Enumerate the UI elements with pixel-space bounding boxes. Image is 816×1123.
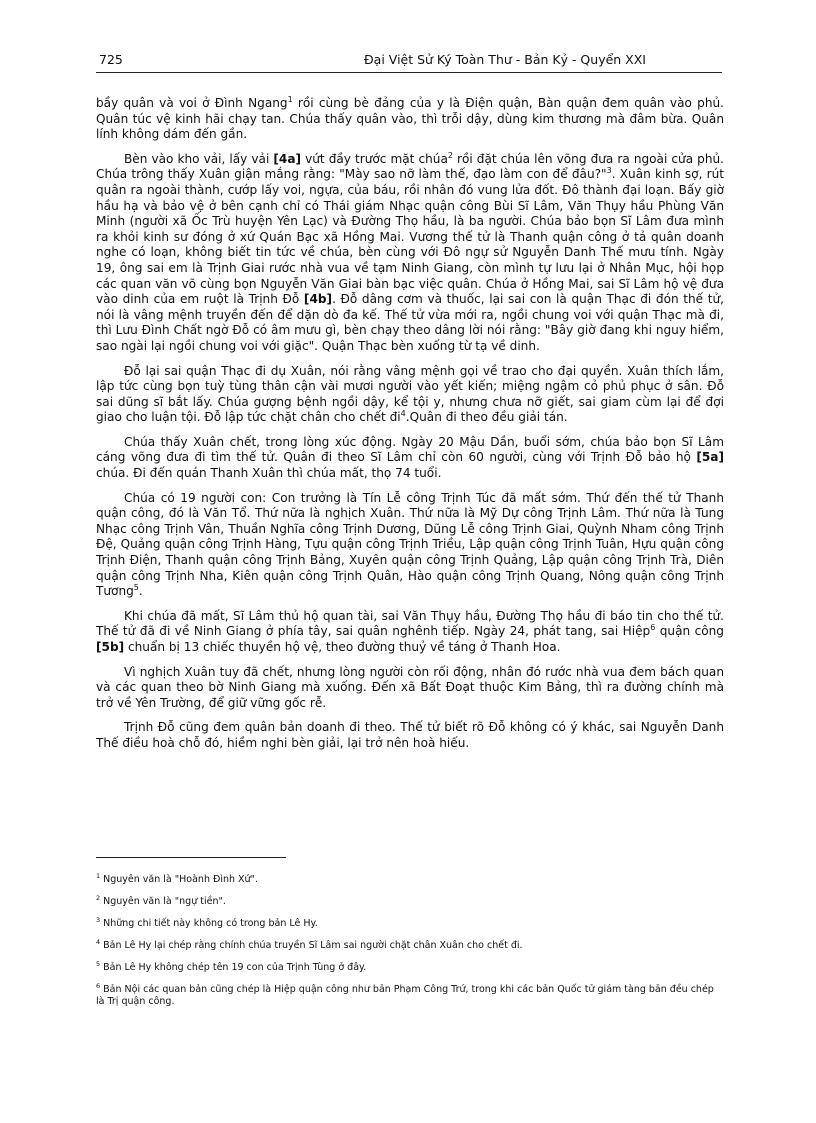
footnote-number: 3 bbox=[96, 915, 101, 924]
footnote-ref: 6 bbox=[650, 623, 656, 633]
footnotes bbox=[96, 871, 724, 1018]
header-rule bbox=[96, 72, 722, 73]
paragraph bbox=[96, 96, 724, 143]
text-run: . Xuân kinh sợ, rút quân ra ngoài thành, cướp lấy voi, ngựa, của báu, rồi nhân đó vung lửa đốt. Đô thành đại loạn. Bấy giờ hầu hạ và bảo vệ ở bên cạnh chỉ có Thái giám Nhạc quận công Bùi Sĩ Lâm, Văn Thụy hầu Phùng Văn Minh (người xã Ốc Trù huyện Yên Lạc) và Đường Thọ hầu, là ba người. Chúa bảo bọn Sĩ Lâm đưa mình ra khỏi kinh sư đóng ở xứ Quán Bạc xã Hồng Mai. Vương thế tử là Thanh quận công ở tả quân doanh nghe có loạn, không biết tin tức về chúa, bèn cùng với Đô ngự sử Nguyễn Danh Thế mưu tính. Ngày 19, ông sai em là Trịnh Giai rước nhà vua về tạm Ninh Giang, còn mình tự lưu lại ở Nhân Mục, hội họp các quan văn võ cùng bọn Nguyễn Văn Giai bàn bạc việc quân. Chúa ở Hồng Mai, sai Sĩ Lâm hộ vệ đưa vào dinh của em ruột là Trịnh Đỗ bbox=[96, 167, 724, 307]
page-marker: [4b] bbox=[303, 292, 333, 307]
main-text bbox=[96, 96, 724, 761]
running-title: Đại Việt Sử Ký Toàn Thư - Bản Kỷ - Quyển XXI bbox=[364, 52, 646, 67]
text-run: chuẩn bị 13 chiếc thuyền hộ vệ, theo đường thuỷ về táng ở Thanh Hoa. bbox=[124, 640, 561, 654]
footnote-number: 5 bbox=[96, 959, 101, 968]
footnote-number: 6 bbox=[96, 981, 101, 990]
footnote-separator bbox=[96, 857, 286, 858]
paragraph bbox=[96, 152, 724, 355]
text-run: Chúa có 19 người con: Con trưởng là Tín Lễ công Trịnh Túc đã mất sớm. Thứ đến thế tử Thanh quận công, đó là Văn Tổ. Thứ nữa là nghịch Xuân. Thứ nữa là Mỹ Dự công Trịnh Lâm. Thứ nữa là Tung Nhạc công Trịnh Vân, Thuần Nghĩa công Trịnh Dương, Dũng Lễ công Trịnh Giai, Quỳnh Nham công Trịnh Đệ, Quảng quận công Trịnh Hàng, Tựu quận công Trịnh Triều, Lập quận công Trịnh Tuân, Hựu quận công Trịnh Điện, Thanh quận công Trịnh Bảng, Xuyên quận công Trịnh Quảng, Lập quận công Trịnh Trà, Diên quận công Trịnh Nha, Kiên quận công Trịnh Quân, Hào quận công Trịnh Quang, Nông quận công Trịnh Tương bbox=[96, 490, 724, 599]
paragraph bbox=[96, 364, 724, 426]
text-run: rồi đặt chúa lên võng đưa ra ngoài cửa phủ. Chúa trông thấy Xuân giận mắng rằng: "Mày sao nỡ làm thế, đạo làm con để đâu?" bbox=[96, 151, 725, 182]
footnote-ref: 4 bbox=[400, 409, 406, 419]
text-run: .Quân đi theo đều giải tán. bbox=[405, 410, 568, 425]
footnote-text: Nguyên văn là "ngự tiền". bbox=[103, 896, 226, 907]
footnote-ref: 3 bbox=[606, 166, 612, 176]
paragraph bbox=[96, 720, 724, 751]
footnote-text: Những chi tiết này không có trong bản Lê Hy. bbox=[103, 918, 318, 929]
text-run: Đỗ lại sai quận Thạc đi dụ Xuân, nói rằng vâng mệnh gọi về trao cho đại quyền. Xuân thích lắm, lập tức cùng bọn tuỳ tùng thân cận vài mươi người vào yết kiến; miệng ngậm cỏ phủ phục ở sân. Đỗ sai dũng sĩ bắt lấy. Chúa gượng bệnh ngồi dậy, kể tội y, nhưng chưa nỡ giết, sai giam cùm lại để đợi giao cho luận tội. Đỗ lập tức chặt chân cho chết đi bbox=[96, 363, 724, 425]
footnote-text: Bản Lê Hy không chép tên 19 con của Trịnh Tùng ở đây. bbox=[103, 962, 367, 973]
text-run: Khi chúa đã mất, Sĩ Lâm thủ hộ quan tài, sai Văn Thụy hầu, Đường Thọ hầu đi báo tin cho thế tử. Thế tử đã đi về Ninh Giang ở phía tây, sai quân nghênh tiếp. Ngày 24, phát tang, sai Hiệp bbox=[96, 608, 724, 639]
text-run: bầy quân và voi ở Đình Ngang bbox=[96, 96, 288, 110]
footnote-ref: 1 bbox=[287, 94, 293, 104]
footnote bbox=[96, 981, 724, 1008]
page-marker: [5a] bbox=[696, 450, 724, 465]
footnote-ref: 2 bbox=[447, 150, 453, 160]
footnote-number: 1 bbox=[96, 871, 101, 880]
paragraph bbox=[96, 665, 724, 712]
page-number: 725 bbox=[99, 52, 123, 67]
text-run: vứt đầy trước mặt chúa bbox=[301, 151, 448, 166]
text-run: quận công bbox=[655, 624, 724, 639]
footnote-ref: 5 bbox=[133, 583, 139, 593]
text-run: . bbox=[138, 584, 143, 599]
paragraph bbox=[96, 609, 724, 656]
footnote-text: Bản Lê Hy lại chép rằng chính chúa truyền Sĩ Lâm sai người chặt chân Xuân cho chết đi. bbox=[103, 940, 523, 951]
page-header bbox=[96, 50, 722, 70]
text-run: Bèn vào kho vải, lấy vải bbox=[124, 151, 274, 166]
footnote bbox=[96, 871, 724, 886]
text-run: chúa. Đi đến quán Thanh Xuân thì chúa mất, thọ 74 tuổi. bbox=[96, 466, 442, 481]
footnote bbox=[96, 937, 724, 952]
footnote bbox=[96, 893, 724, 908]
footnote-text: Nguyên văn là "Hoành Đình Xứ". bbox=[103, 874, 258, 885]
footnote-text: Bản Nội các quan bản cũng chép là Hiệp quận công như bản Phạm Công Trứ, trong khi các bản Quốc tử giám tàng bản đều chép là Trị quận công. bbox=[96, 984, 714, 1007]
footnote-number: 4 bbox=[96, 937, 101, 946]
page-marker: [4a] bbox=[273, 151, 302, 166]
page-marker: [5b] bbox=[96, 640, 125, 654]
text-run: Chúa thấy Xuân chết, trong lòng xúc động. Ngày 20 Mậu Dần, buổi sớm, chúa bảo bọn Sĩ Lâm cáng võng đưa đi tìm thế tử. Quân đi theo Sĩ Lâm chỉ còn 60 người, cùng với Trịnh Đỗ bảo hộ bbox=[96, 434, 724, 465]
text-run: rồi cùng bè đảng của y là Điện quận, Bàn quận đem quân vào phủ. Quân túc vệ kinh hãi chạy tan. Chúa thấy quân vào, thì trỗi dậy, dùng kim thương mà đâm bừa. Quân lính không dám đến gần. bbox=[96, 96, 724, 142]
text-run: Trịnh Đỗ cũng đem quân bản doanh đi theo. Thế tử biết rõ Đỗ không có ý khác, sai Nguyễn Danh Thế điều hoà chỗ đó, hiềm nghi bèn giải, lại trở nên hoà hiếu. bbox=[96, 720, 724, 750]
paragraph bbox=[96, 435, 724, 482]
footnote bbox=[96, 915, 724, 930]
paragraph bbox=[96, 491, 724, 600]
text-run: Vì nghịch Xuân tuy đã chết, nhưng lòng người còn rối động, nhân đó rước nhà vua đem bách quan và các quan theo bờ Ninh Giang mà xuống. Đến xã Bất Đoạt thuộc Kim Bảng, thì ra đường chính mà trở về Yên Trường, để giữ vững gốc rễ. bbox=[96, 664, 724, 710]
footnote-number: 2 bbox=[96, 893, 101, 902]
text-run: . Đỗ dâng cơm và thuốc, lại sai con là quận Thạc đi đón thế tử, nói là vâng mệnh truyền đến để dặn dò đa kế. Thế tử vừa mới ra, ngồi chung voi với quận Thạc mà đi, thì Lưu Đình Chất ngờ Đỗ có âm mưu gì, bèn chạy theo dâng lời nói rằng: "Bây giờ đang khi nguy hiểm, sao ngài lại ngồi chung voi với giặc". Quận Thạc bèn xuống từ tạ về dinh. bbox=[96, 292, 725, 353]
footnote bbox=[96, 959, 724, 974]
